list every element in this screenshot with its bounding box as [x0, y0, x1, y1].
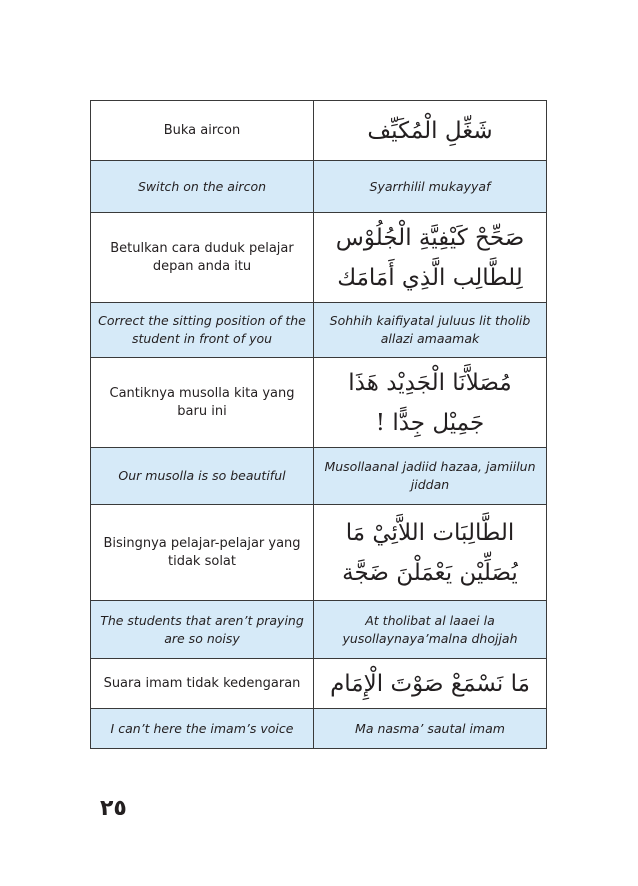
malay-phrase: Bisingnya pelajar-pelajar yang tidak solat	[91, 505, 314, 601]
table-row	[91, 101, 547, 161]
english-translation: The students that aren’t praying are so noisy	[91, 601, 314, 659]
malay-phrase: Cantiknya musolla kita yang baru ini	[91, 358, 314, 448]
arabic-phrase: شَغِّلِ الْمُكَيِّف	[314, 101, 547, 161]
arabic-phrase: صَحِّحْ كَيْفِيَّةِ الْجُلُوْس لِلطَّالِب الَّذِي أَمَامَك	[314, 213, 547, 303]
malay-phrase: Betulkan cara duduk pelajar depan anda itu	[91, 213, 314, 303]
transliteration: Syarrhilil mukayyaf	[314, 161, 547, 213]
transliteration: Ma nasma’ sautal imam	[314, 709, 547, 749]
page-number: ٢٥	[100, 796, 127, 821]
transliteration: Musollaanal jadiid hazaa, jamiilun jiddan	[314, 448, 547, 505]
malay-phrase: Suara imam tidak kedengaran	[91, 659, 314, 709]
transliteration: At tholibat al laaei la yusollaynaya’malna dhojjah	[314, 601, 547, 659]
arabic-phrase: مُصَلاَّنَا الْجَدِيْد هَذَا جَمِيْل جِدًّا !	[314, 358, 547, 448]
table-row	[91, 659, 547, 709]
table-row	[91, 601, 547, 659]
table-row	[91, 213, 547, 303]
arabic-phrase: الطَّالِبَات اللاَّئِيْ مَا يُصَلِّيْن يَعْمَلْنَ ضَجَّة	[314, 505, 547, 601]
arabic-phrase: مَا نَسْمَعْ صَوْتَ الْإِمَام	[314, 659, 547, 709]
english-translation: I can’t here the imam’s voice	[91, 709, 314, 749]
table-row	[91, 448, 547, 505]
table-row	[91, 505, 547, 601]
transliteration: Sohhih kaifiyatal juluus lit tholib allazi amaamak	[314, 303, 547, 358]
table-row	[91, 358, 547, 448]
phrase-table	[90, 100, 547, 749]
english-translation: Switch on the aircon	[91, 161, 314, 213]
table-row	[91, 709, 547, 749]
malay-phrase: Buka aircon	[91, 101, 314, 161]
table-row	[91, 303, 547, 358]
english-translation: Our musolla is so beautiful	[91, 448, 314, 505]
table-row	[91, 161, 547, 213]
english-translation: Correct the sitting position of the student in front of you	[91, 303, 314, 358]
